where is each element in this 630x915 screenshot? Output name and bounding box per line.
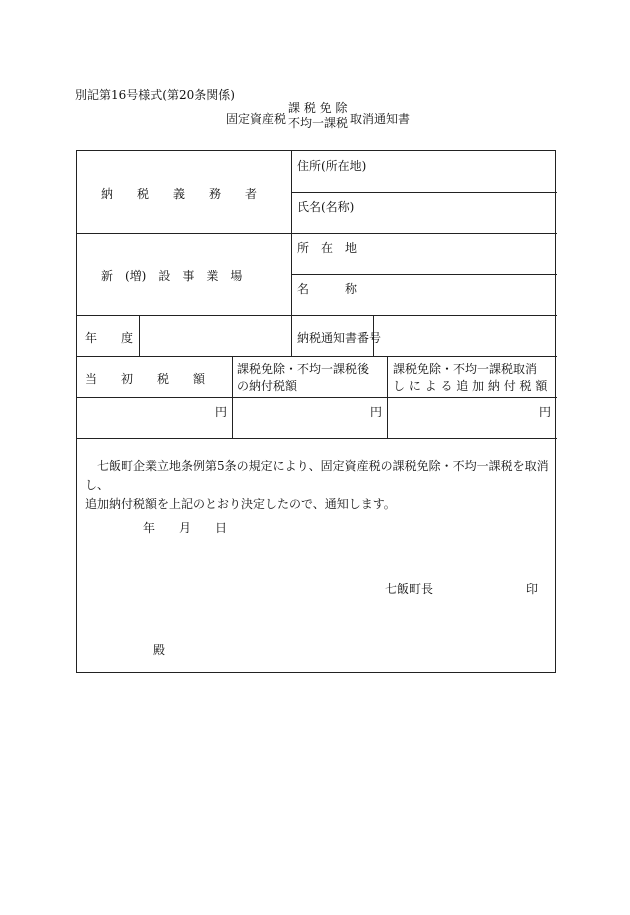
- seal-mark: 印: [526, 582, 539, 596]
- facility-label: 新 (増) 設 事 業 場: [101, 269, 243, 283]
- additional-tax-label-line2: し に よ る 追 加 納 付 税 額: [393, 379, 548, 393]
- year-label: 年 度: [85, 331, 134, 345]
- taxpayer-label: 納 税 義 務 者: [101, 187, 258, 201]
- yen-unit-after: 円: [370, 405, 383, 419]
- addressee-suffix: 殿: [153, 643, 166, 657]
- rule: [77, 233, 557, 234]
- initial-tax-label: 当 初 税 額: [85, 372, 206, 386]
- additional-tax-label-line1: 課税免除・不均一課税取消: [393, 362, 538, 376]
- title-option-uneven: 不均一課税: [288, 116, 349, 130]
- location-label: 所 在 地: [297, 241, 358, 255]
- yen-unit-initial: 円: [215, 405, 228, 419]
- rule: [139, 315, 140, 356]
- rule: [291, 274, 557, 275]
- name-label: 氏名(名称): [297, 200, 355, 214]
- rule: [291, 192, 557, 193]
- form-table: [76, 150, 556, 673]
- notice-body: [85, 457, 551, 514]
- after-tax-label-line1: 課税免除・不均一課税後: [237, 362, 370, 376]
- yen-unit-additional: 円: [539, 405, 552, 419]
- facility-name-label: 名 称: [297, 282, 358, 296]
- rule: [77, 356, 557, 357]
- title-options: [288, 101, 348, 131]
- issuer-name: 七飯町長: [385, 582, 434, 596]
- rule: [77, 438, 557, 439]
- rule: [77, 397, 557, 398]
- title-suffix: 取消通知書: [350, 112, 411, 126]
- rule: [232, 356, 233, 438]
- form-number: 別記第16号様式(第20条関係): [75, 88, 235, 102]
- notice-date: 年 月 日: [143, 521, 228, 535]
- notice-line-2: 追加納付税額を上記のとおり決定したので、通知します。: [85, 497, 396, 511]
- notice-line-1: 七飯町企業立地条例第5条の規定により、固定資産税の課税免除・不均一課税を取消し、: [85, 459, 549, 492]
- after-tax-label-line2: の納付税額: [237, 379, 298, 393]
- rule: [77, 315, 557, 316]
- notice-number-label: 納税通知書番号: [297, 331, 382, 345]
- rule: [387, 356, 388, 438]
- title-option-exemption: 課 税 免 除: [288, 101, 348, 115]
- rule: [291, 151, 292, 356]
- title-prefix: 固定資産税: [226, 112, 287, 126]
- address-label: 住所(所在地): [297, 159, 367, 173]
